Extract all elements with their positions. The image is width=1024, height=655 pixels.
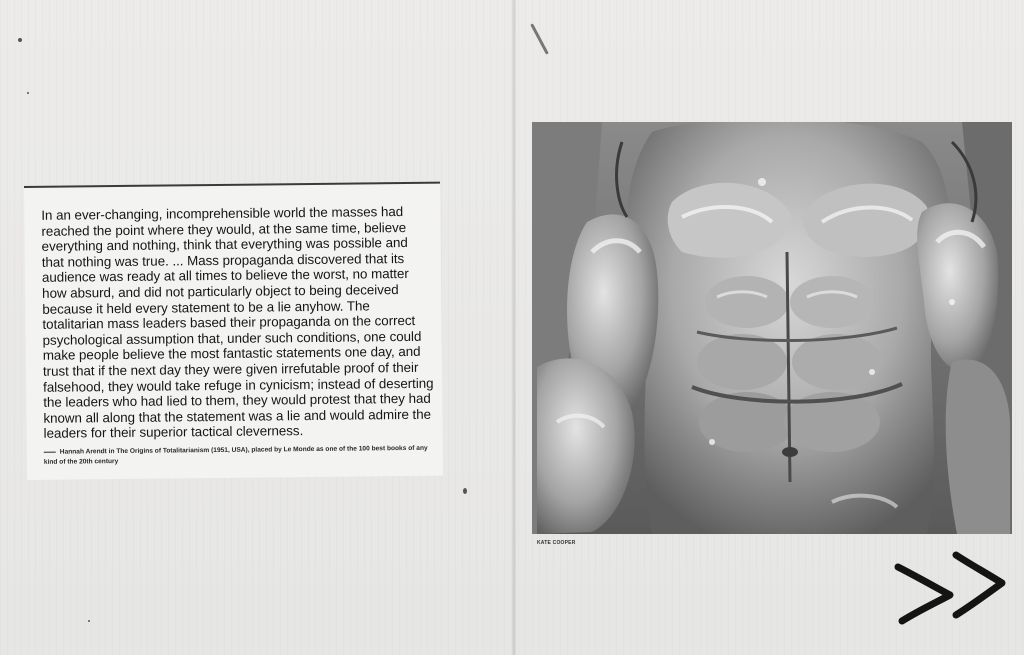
photo-meat-torso [532,122,1012,534]
double-chevron-right-icon [890,545,1008,630]
attribution-text: Hannah Arendt in The Origins of Totalitarianism (1951, USA), placed by Le Monde as one of the 100 best books of any kind of the 20th century [43,444,428,466]
quote-text: In an ever-changing, incomprehensible world the masses had reached the point where they would, at the same time, believe everything and nothing, think that everything was possible and that nothing was true. ... Mass propaganda discovered that its audience was ready at all times to believe the worst, no matter how absurd, and did not particularly object to being deceived because it held every statement to be a lie anyhow. The totalitarian mass leaders based their propaganda on the correct psychological assumption that, under such conditions, one could make people believe the most fantastic statements one day, and trust that if the next day they were given irrefutable proof of their falsehood, they would take refuge in cynicism; instead of deserting the leaders who had lied to them, they would protest that they had known all along that the statement was a lie and would admire the leaders for their superior tactical cleverness. [41,204,434,442]
photo-illustration [532,122,1012,534]
paper-speck [530,23,549,54]
paper-speck [27,92,29,94]
paper-speck [18,38,22,42]
quote-clipping [24,182,443,480]
photo-credit: KATE COOPER [537,540,576,546]
paper-speck [463,488,467,494]
paper-speck [88,620,90,622]
quote-attribution [44,444,435,468]
attribution-dash [44,451,56,452]
next-page-button[interactable] [890,545,1008,630]
